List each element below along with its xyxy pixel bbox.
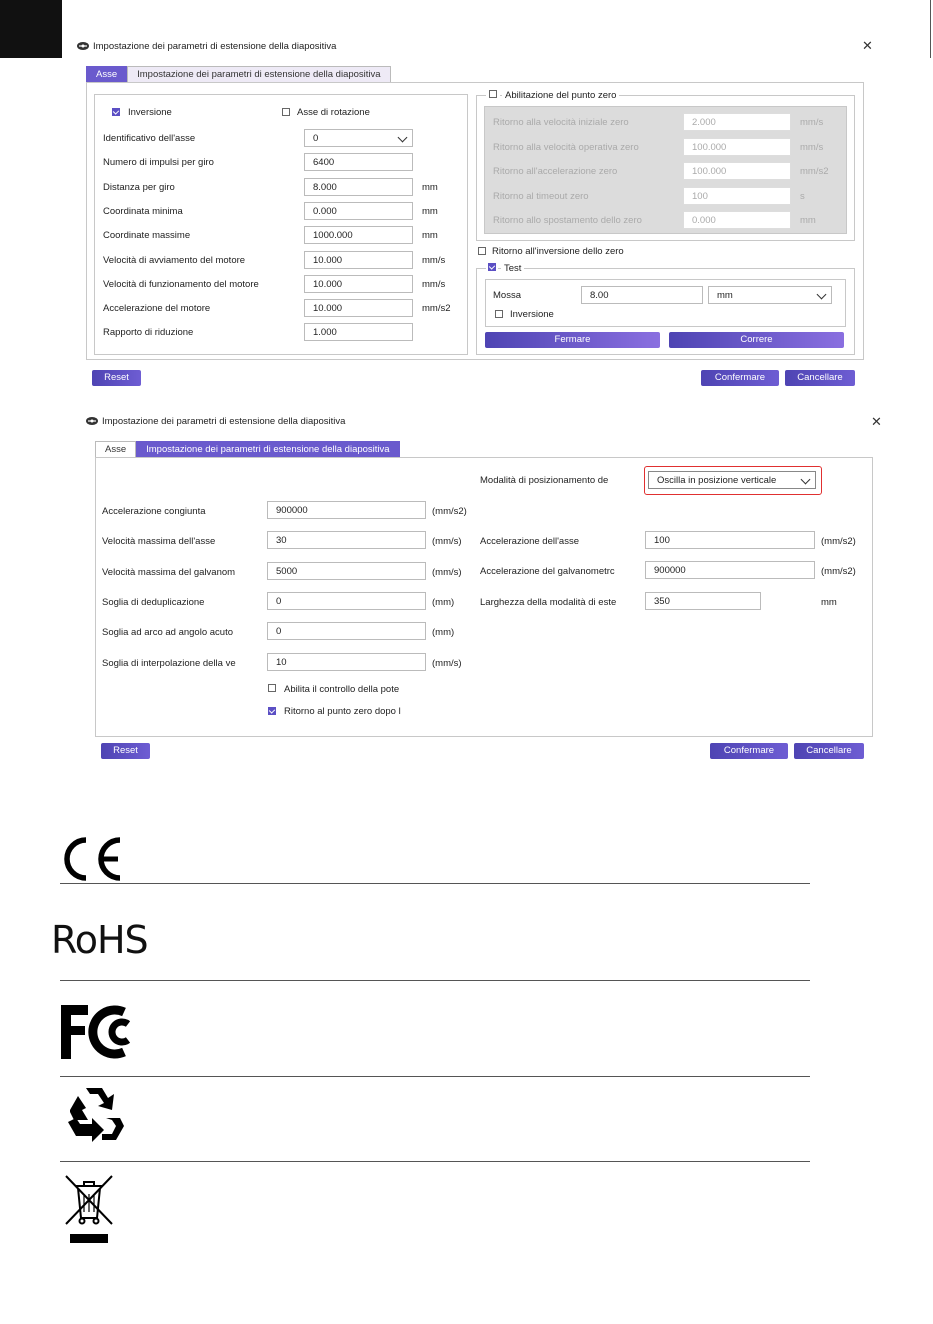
positioning-mode-value: Oscilla in posizione verticale (657, 475, 777, 486)
motion-field-unit: (mm) (432, 596, 455, 608)
zero-enable-checkbox[interactable] (486, 90, 500, 101)
axis-field-input[interactable]: 6400 (304, 153, 413, 171)
test-inversion-checkbox[interactable] (495, 310, 503, 321)
motion-field-unit: (mm) (432, 627, 455, 639)
motion-field-unit: (mm/s2) (821, 566, 856, 578)
app-logo-icon (76, 41, 90, 51)
close-icon[interactable]: ✕ (862, 38, 873, 53)
axis-field-label: Numero di impulsi per giro (103, 157, 214, 169)
zero-field-input: 2.000 (683, 113, 791, 131)
axis-field-input[interactable]: 10.000 (304, 299, 413, 317)
power-control-label: Abilita il controllo della pote (284, 684, 400, 695)
cancel-button[interactable]: Cancellare (794, 743, 864, 759)
test-inversion-label: Inversione (510, 309, 554, 320)
tab-slide-extension[interactable]: Impostazione dei parametri di estensione della diapositiva (136, 441, 399, 457)
axis-field-input[interactable]: 10.000 (304, 275, 413, 293)
motion-field-label: Velocità massima del galvanom (102, 566, 236, 578)
rotation-axis-checkbox[interactable] (282, 108, 290, 119)
rohs-mark-icon: RoHS (51, 918, 148, 962)
motion-field-label: Soglia di deduplicazione (102, 596, 205, 608)
dialog-title: Impostazione dei parametri di estensione della diapositiva (102, 416, 346, 427)
rotation-axis-label: Asse di rotazione (297, 107, 370, 118)
power-control-checkbox[interactable] (268, 684, 276, 695)
reset-button[interactable]: Reset (101, 743, 150, 759)
motion-field-label: Soglia di interpolazione della ve (102, 657, 236, 669)
zero-field-unit: mm/s2 (800, 166, 829, 177)
tab-asse[interactable]: Asse (95, 441, 136, 457)
zero-field-input: 100.000 (683, 138, 791, 156)
axis-field-label: Distanza per giro (103, 181, 175, 193)
axis-id-value: 0 (313, 133, 319, 144)
cancel-button[interactable]: Cancellare (785, 370, 855, 386)
zero-field-unit: mm (800, 215, 816, 226)
axis-field-label: Coordinata minima (103, 205, 183, 217)
axis-field-label: Rapporto di riduzione (103, 327, 194, 339)
axis-id-select[interactable] (304, 129, 413, 147)
axis-field-unit: mm/s2 (422, 303, 451, 315)
motion-field-input[interactable]: 10 (267, 653, 426, 671)
motion-field-input[interactable]: 30 (267, 531, 426, 549)
axis-field-input[interactable]: 1000.000 (304, 226, 413, 244)
axis-field-unit: mm/s (422, 254, 446, 266)
chevron-down-icon (817, 290, 827, 300)
move-label: Mossa (493, 290, 521, 301)
zero-field-label: Ritorno alla velocità iniziale zero (493, 117, 629, 128)
chevron-down-icon (801, 475, 811, 485)
motion-field-input[interactable]: 0 (267, 592, 426, 610)
axis-field-unit: mm (422, 230, 438, 242)
zero-field-unit: s (800, 190, 805, 202)
test-label: Test (501, 263, 524, 274)
axis-field-input[interactable]: 8.000 (304, 178, 413, 196)
page-edge-line (930, 0, 931, 58)
zero-field-input: 100 (683, 187, 791, 205)
divider (60, 980, 810, 981)
axis-field-input[interactable]: 1.000 (304, 323, 413, 341)
zero-inversion-checkbox[interactable] (478, 247, 486, 258)
divider (60, 1161, 810, 1162)
confirm-button[interactable]: Confermare (710, 743, 788, 759)
motion-field-label: Accelerazione del galvanometrc (480, 566, 615, 578)
motion-field-unit: (mm/s2) (821, 536, 856, 547)
positioning-mode-label: Modalità di posizionamento de (480, 475, 609, 486)
positioning-mode-select[interactable] (648, 471, 816, 489)
motion-field-label: Soglia ad arco ad angolo acuto (102, 627, 233, 639)
motion-field-unit: (mm/s2) (432, 506, 467, 517)
zero-field-label: Ritorno alla velocità operativa zero (493, 141, 639, 153)
inversion-label: Inversione (128, 107, 172, 118)
zero-enable-label: Abilitazione del punto zero (502, 90, 619, 101)
dialog-title: Impostazione dei parametri di estensione della diapositiva (93, 41, 337, 52)
tab-bar (95, 441, 400, 457)
divider (60, 1076, 810, 1077)
axis-field-label: Velocità di avviamento del motore (103, 254, 246, 266)
motion-field-input[interactable]: 350 (645, 592, 761, 610)
axis-field-unit: mm (422, 181, 438, 193)
close-icon[interactable]: ✕ (871, 414, 882, 429)
axis-field-label: Identificativo dell'asse (103, 133, 196, 144)
zero-field-unit: mm/s (800, 141, 824, 153)
reset-button[interactable]: Reset (92, 370, 141, 386)
axis-field-label: Coordinate massime (103, 230, 191, 242)
divider (60, 883, 810, 884)
axis-field-unit: mm (422, 205, 438, 217)
axis-field-label: Accelerazione del motore (103, 303, 211, 315)
motion-field-input[interactable]: 900000 (267, 501, 426, 519)
recycle-icon (62, 1084, 126, 1147)
tab-slide-extension[interactable]: Impostazione dei parametri di estensione della diapositiva (127, 66, 390, 82)
motion-field-input[interactable]: 900000 (645, 561, 815, 579)
chevron-down-icon (398, 133, 408, 143)
motion-field-unit: (mm/s) (432, 657, 462, 669)
run-button[interactable]: Correre (669, 332, 844, 348)
move-unit-value: mm (717, 290, 733, 301)
move-input[interactable]: 8.00 (581, 286, 703, 304)
app-logo-icon (85, 416, 99, 426)
motion-field-input[interactable]: 5000 (267, 562, 426, 580)
page-corner-mark (0, 0, 62, 58)
motion-field-label: Velocità massima dell'asse (102, 536, 216, 548)
zero-field-unit: mm/s (800, 117, 824, 128)
move-unit-select[interactable] (708, 286, 832, 304)
axis-field-unit: mm/s (422, 278, 446, 290)
tab-asse[interactable]: Asse (86, 66, 127, 82)
motion-field-unit: (mm/s) (432, 536, 462, 548)
motion-field-label: Accelerazione dell'asse (480, 536, 579, 547)
motion-field-input[interactable]: 0 (267, 622, 426, 640)
confirm-button[interactable]: Confermare (701, 370, 779, 386)
fcc-mark-icon (58, 1002, 140, 1065)
zero-field-input: 0.000 (683, 211, 791, 229)
axis-field-input[interactable]: 10.000 (304, 251, 413, 269)
return-zero-label: Ritorno al punto zero dopo l (284, 706, 401, 717)
motion-field-label: Larghezza della modalità di este (480, 596, 617, 608)
return-zero-checkbox[interactable] (268, 707, 276, 718)
axis-field-input[interactable]: 0.000 (304, 202, 413, 220)
zero-field-label: Ritorno allo spostamento dello zero (493, 215, 642, 226)
axis-field-label: Velocità di funzionamento del motore (103, 278, 259, 290)
stop-button[interactable]: Fermare (485, 332, 660, 348)
motion-field-unit: mm (821, 596, 837, 608)
zero-field-label: Ritorno al timeout zero (493, 190, 589, 202)
zero-field-input: 100.000 (683, 162, 791, 180)
test-checkbox[interactable] (486, 263, 498, 274)
zero-inversion-label: Ritorno all'inversione dello zero (492, 246, 624, 257)
zero-field-label: Ritorno all'accelerazione zero (493, 166, 618, 177)
motion-field-unit: (mm/s) (432, 566, 462, 578)
ce-mark-icon (60, 836, 124, 885)
weee-bin-icon (62, 1174, 116, 1249)
tab-bar (86, 66, 391, 82)
inversion-checkbox[interactable] (112, 108, 120, 119)
motion-field-label: Accelerazione congiunta (102, 506, 206, 517)
motion-field-input[interactable]: 100 (645, 531, 815, 549)
